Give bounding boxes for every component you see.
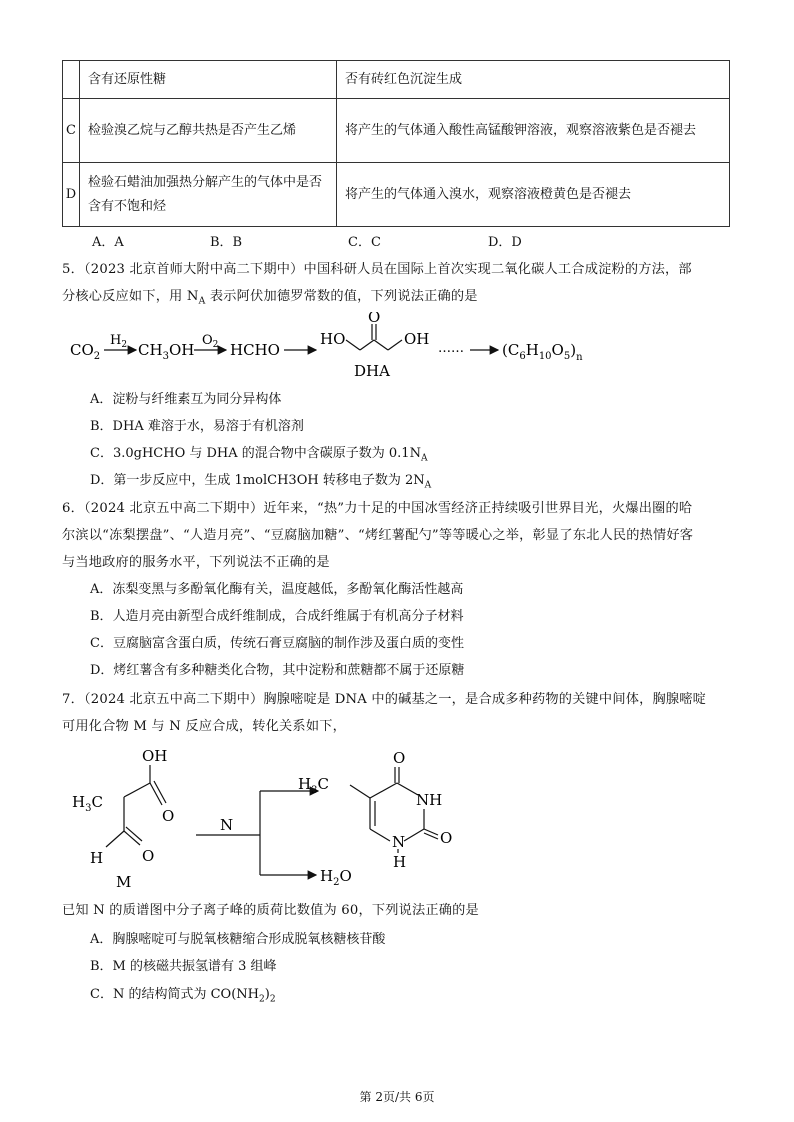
q7-option-b[interactable]: B．M 的核磁共振氢谱有 3 组峰 — [90, 959, 277, 974]
q7-reaction-scheme — [62, 735, 522, 895]
table-row — [63, 163, 730, 227]
dha-bond — [346, 340, 360, 350]
q5-stem-line1: 5．（2023 北京首师大附中高二下期中）中国科研人员在国际上首次实现二氧化碳人工合成淀粉的方法，部 — [62, 262, 692, 277]
method-cell: 将产生的气体通入酸性高锰酸钾溶液，观察溶液紫色是否褪去 — [337, 99, 730, 163]
svg-text:H: H — [90, 849, 104, 867]
ch3oh-formula: $CH_3OH$ — [138, 341, 195, 362]
dha-ho: HO — [320, 330, 346, 348]
table-row — [63, 99, 730, 163]
q7-known: 已知 N 的质谱图中分子离子峰的质荷比数值为 60，下列说法正确的是 — [62, 903, 479, 918]
dha-bond — [374, 340, 388, 350]
q5-stem-line2: 分核心反应如下，用 $N_A$ 表示阿伏加德罗常数的值，下列说法正确的是 — [62, 289, 478, 307]
row-label: C — [63, 99, 80, 163]
svg-text:O: O — [440, 829, 453, 847]
experiment-cell: 检验石蜡油加强热分解产生的气体中是否含有不饱和烃 — [80, 163, 337, 227]
q7-stem-line: 可用化合物 M 与 N 反应合成，转化关系如下， — [62, 719, 346, 734]
page-footer: 第 2页/共 6页 — [359, 1090, 435, 1104]
svg-text:NH: NH — [416, 791, 443, 809]
method-cell: 将产生的气体通入溴水，观察溶液橙黄色是否褪去 — [337, 163, 730, 227]
q6-option-a[interactable]: A．冻梨变黑与多酚氧化酶有关，温度越低，多酚氧化酶活性越高 — [90, 582, 464, 597]
row-label: D — [63, 163, 80, 227]
q5-option-a[interactable]: A．淀粉与纤维素互为同分异构体 — [90, 392, 282, 407]
reagent-n: N — [220, 816, 234, 834]
svg-text:H3C: $H_3C$ — [298, 775, 329, 796]
compound-m — [72, 747, 174, 891]
q5-stem — [62, 256, 732, 315]
dha-label: DHA — [354, 362, 390, 380]
dots: …… — [438, 341, 464, 356]
q6-option-b[interactable]: B．人造月亮由新型合成纤维制成，合成纤维属于有机高分子材料 — [90, 609, 464, 624]
method-cell: 否有砖红色沉淀生成 — [337, 61, 730, 99]
dha-bond — [360, 340, 374, 350]
q7-option-c[interactable]: C．N 的结构简式为 $CO(NH_2)_2$ — [90, 987, 276, 1005]
q5-option-d[interactable]: D．第一步反应中，生成 1molCH3OH 转移电子数为 $2N_A$ — [90, 473, 432, 491]
options-table — [62, 60, 730, 227]
water-formula: $H_2O$ — [320, 867, 352, 888]
reaction-arrows — [196, 791, 352, 888]
starch-formula: $(C_6H_{10}O_5)_n$ — [502, 341, 583, 363]
row-label — [63, 61, 80, 99]
thymine-structure — [298, 749, 452, 871]
svg-text:N: N — [392, 833, 406, 851]
svg-text:H: H — [393, 853, 407, 871]
svg-text:H3C: $H_3C$ — [72, 793, 103, 814]
svg-text:OH: OH — [142, 747, 168, 765]
table-row — [63, 61, 730, 99]
q6-option-c[interactable]: C．豆腐脑富含蛋白质，传统石膏豆腐脑的制作涉及蛋白质的变性 — [90, 636, 464, 651]
dha-bond — [388, 340, 402, 350]
experiment-cell: 检验溴乙烷与乙醇共热是否产生乙烯 — [80, 99, 337, 163]
svg-text:O: O — [162, 807, 175, 825]
m-label: M — [116, 873, 132, 891]
reagent-o2: $O_2$ — [202, 333, 219, 350]
q6-stem — [62, 495, 732, 576]
choice-c[interactable]: C．C — [348, 235, 381, 250]
choice-b[interactable]: B．B — [210, 235, 243, 250]
q6-stem-line: 尔滨以“冻梨摆盘”、“人造月亮”、“豆腐脑加糖”、“烤红薯配勺”等等暖心之举，彰显了东北人民的热情好客 — [62, 528, 694, 543]
q5-option-c[interactable]: C．3.0gHCHO 与 DHA 的混合物中含碳原子数为 $0.1N_A$ — [90, 446, 428, 464]
choice-a[interactable]: A．A — [92, 235, 124, 250]
svg-text:O: O — [393, 749, 406, 767]
q7-stem — [62, 686, 732, 740]
q6-stem-line: 6．（2024 北京五中高二下期中）近年来，“热”力十足的中国冰雪经济正持续吸引世界目光，火爆出圈的哈 — [62, 501, 693, 516]
hcho-formula: HCHO — [230, 341, 280, 359]
q7-stem-line: 7．（2024 北京五中高二下期中）胸腺嘧啶是 DNA 中的碱基之一，是合成多种药物的关键中间体，胸腺嘧啶 — [62, 692, 707, 707]
q5-reaction-scheme — [62, 312, 662, 384]
dha-carbonyl-o: O — [368, 312, 381, 326]
q6-option-d[interactable]: D．烤红薯含有多种糖类化合物，其中淀粉和蔗糖都不属于还原糖 — [90, 663, 465, 678]
dha-oh: OH — [404, 330, 430, 348]
choice-d[interactable]: D．D — [488, 235, 522, 250]
reagent-h2: $H_2$ — [110, 333, 128, 350]
co2-formula: $CO_2$ — [70, 341, 101, 362]
q7-option-a[interactable]: A．胸腺嘧啶可与脱氧核糖缩合形成脱氧核糖核苷酸 — [90, 932, 386, 947]
q6-stem-line: 与当地政府的服务水平，下列说法不正确的是 — [62, 555, 330, 570]
experiment-cell: 含有还原性糖 — [80, 61, 337, 99]
svg-text:O: O — [142, 847, 155, 865]
q5-option-b[interactable]: B．DHA 难溶于水，易溶于有机溶剂 — [90, 419, 304, 434]
